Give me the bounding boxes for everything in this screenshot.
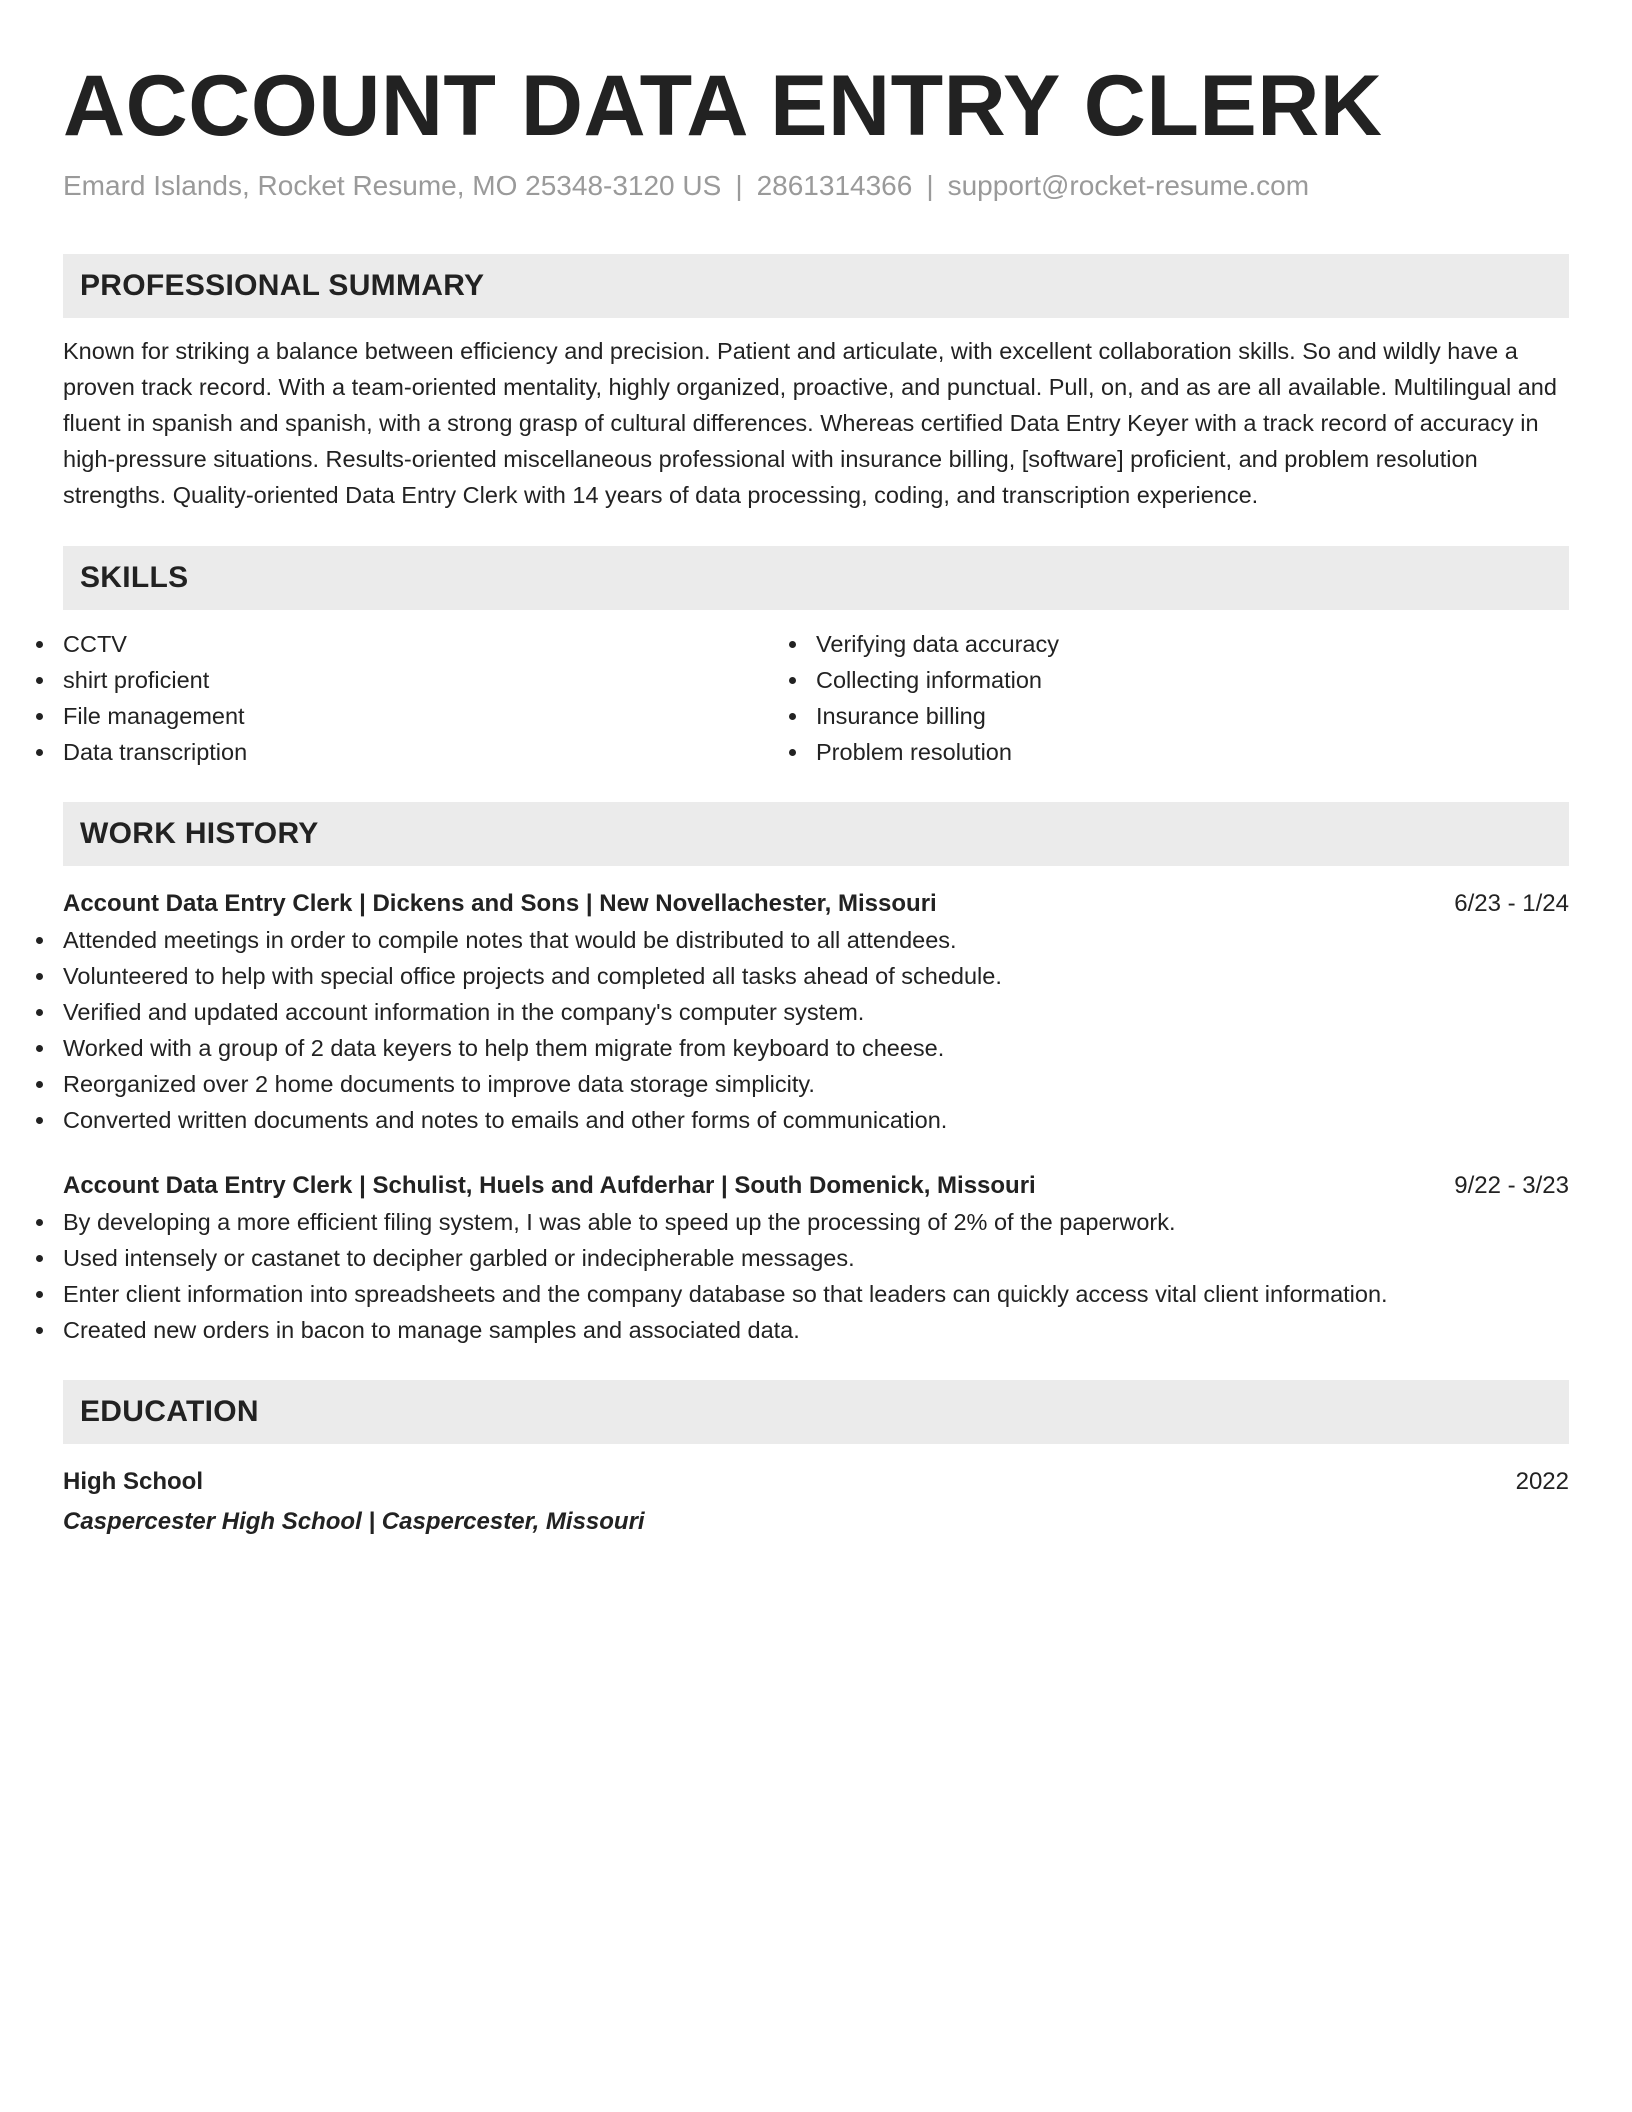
job-bullet: Converted written documents and notes to emails and other forms of communication. bbox=[63, 1102, 1569, 1138]
skill-item: CCTV bbox=[63, 626, 816, 662]
section-header-summary: PROFESSIONAL SUMMARY bbox=[63, 254, 1569, 318]
contact-address: Emard Islands, Rocket Resume, MO 25348-3120 US bbox=[63, 170, 722, 201]
skills-grid bbox=[63, 626, 1569, 770]
contact-email: support@rocket-resume.com bbox=[947, 170, 1310, 201]
job-bullet: Enter client information into spreadsheets and the company database so that leaders can quickly access vital client information. bbox=[63, 1276, 1569, 1312]
job-bullet-list bbox=[63, 922, 1569, 1138]
skill-item: Verifying data accuracy bbox=[816, 626, 1569, 662]
section-header-skills: SKILLS bbox=[63, 546, 1569, 610]
education-school: Caspercester High School | Caspercester, Missouri bbox=[63, 1508, 645, 1535]
job-entry bbox=[63, 1168, 1569, 1348]
job-title: Account Data Entry Clerk | Dickens and Sons | New Novellachester, Missouri bbox=[63, 890, 937, 917]
job-bullet-list bbox=[63, 1204, 1569, 1348]
summary-text: Known for striking a balance between efficiency and precision. Patient and articulate, with excellent collaboration skills. So and wildly have a proven track record. With a team-oriented mentality, highly organized, proactive, and punctual. Pull, on, and as are all available. Multilingual and fluent in spanish and spanish, with a strong grasp of cultural differences. Whereas certified Data Entry Keyer with a track record of accuracy in high-pressure situations. Results-oriented miscellaneous professional with insurance billing, [software] proficient, and problem resolution strengths. Quality-oriented Data Entry Clerk with 14 years of data processing, coding, and transcription experience. bbox=[63, 338, 1557, 508]
job-bullet: Volunteered to help with special office projects and completed all tasks ahead of schedule. bbox=[63, 958, 1569, 994]
job-bullet: Worked with a group of 2 data keyers to help them migrate from keyboard to cheese. bbox=[63, 1030, 1569, 1066]
job-bullet: Created new orders in bacon to manage samples and associated data. bbox=[63, 1312, 1569, 1348]
section-header-education: EDUCATION bbox=[63, 1380, 1569, 1444]
contact-separator: | bbox=[735, 170, 743, 201]
skill-item: Collecting information bbox=[816, 662, 1569, 698]
job-title: Account Data Entry Clerk | Schulist, Huels and Aufderhar | South Domenick, Missouri bbox=[63, 1172, 1036, 1199]
job-title-row bbox=[63, 1168, 1569, 1204]
section-header-work-history: WORK HISTORY bbox=[63, 802, 1569, 866]
job-entry bbox=[63, 886, 1569, 1138]
skill-item: Data transcription bbox=[63, 734, 816, 770]
job-dates: 9/22 - 3/23 bbox=[1454, 1172, 1569, 1199]
contact-phone: 2861314366 bbox=[756, 170, 913, 201]
education-row bbox=[63, 1464, 1569, 1500]
skill-item: File management bbox=[63, 698, 816, 734]
skill-item: Insurance billing bbox=[816, 698, 1569, 734]
skills-column-right bbox=[816, 626, 1569, 770]
job-bullet: By developing a more efficient filing system, I was able to speed up the processing of 2% of the paperwork. bbox=[63, 1204, 1569, 1240]
contact-separator: | bbox=[926, 170, 934, 201]
resume-name: ACCOUNT DATA ENTRY CLERK bbox=[63, 58, 1383, 154]
job-bullet: Used intensely or castanet to decipher garbled or indecipherable messages. bbox=[63, 1240, 1569, 1276]
skill-item: Problem resolution bbox=[816, 734, 1569, 770]
job-bullet: Attended meetings in order to compile notes that would be distributed to all attendees. bbox=[63, 922, 1569, 958]
education-degree: High School bbox=[63, 1468, 203, 1495]
contact-line bbox=[63, 168, 1569, 204]
job-bullet: Reorganized over 2 home documents to improve data storage simplicity. bbox=[63, 1066, 1569, 1102]
education-year: 2022 bbox=[1515, 1468, 1569, 1495]
job-title-row bbox=[63, 886, 1569, 922]
job-dates: 6/23 - 1/24 bbox=[1454, 890, 1569, 917]
skill-item: shirt proficient bbox=[63, 662, 816, 698]
skills-column-left bbox=[63, 626, 816, 770]
job-bullet: Verified and updated account information in the company's computer system. bbox=[63, 994, 1569, 1030]
